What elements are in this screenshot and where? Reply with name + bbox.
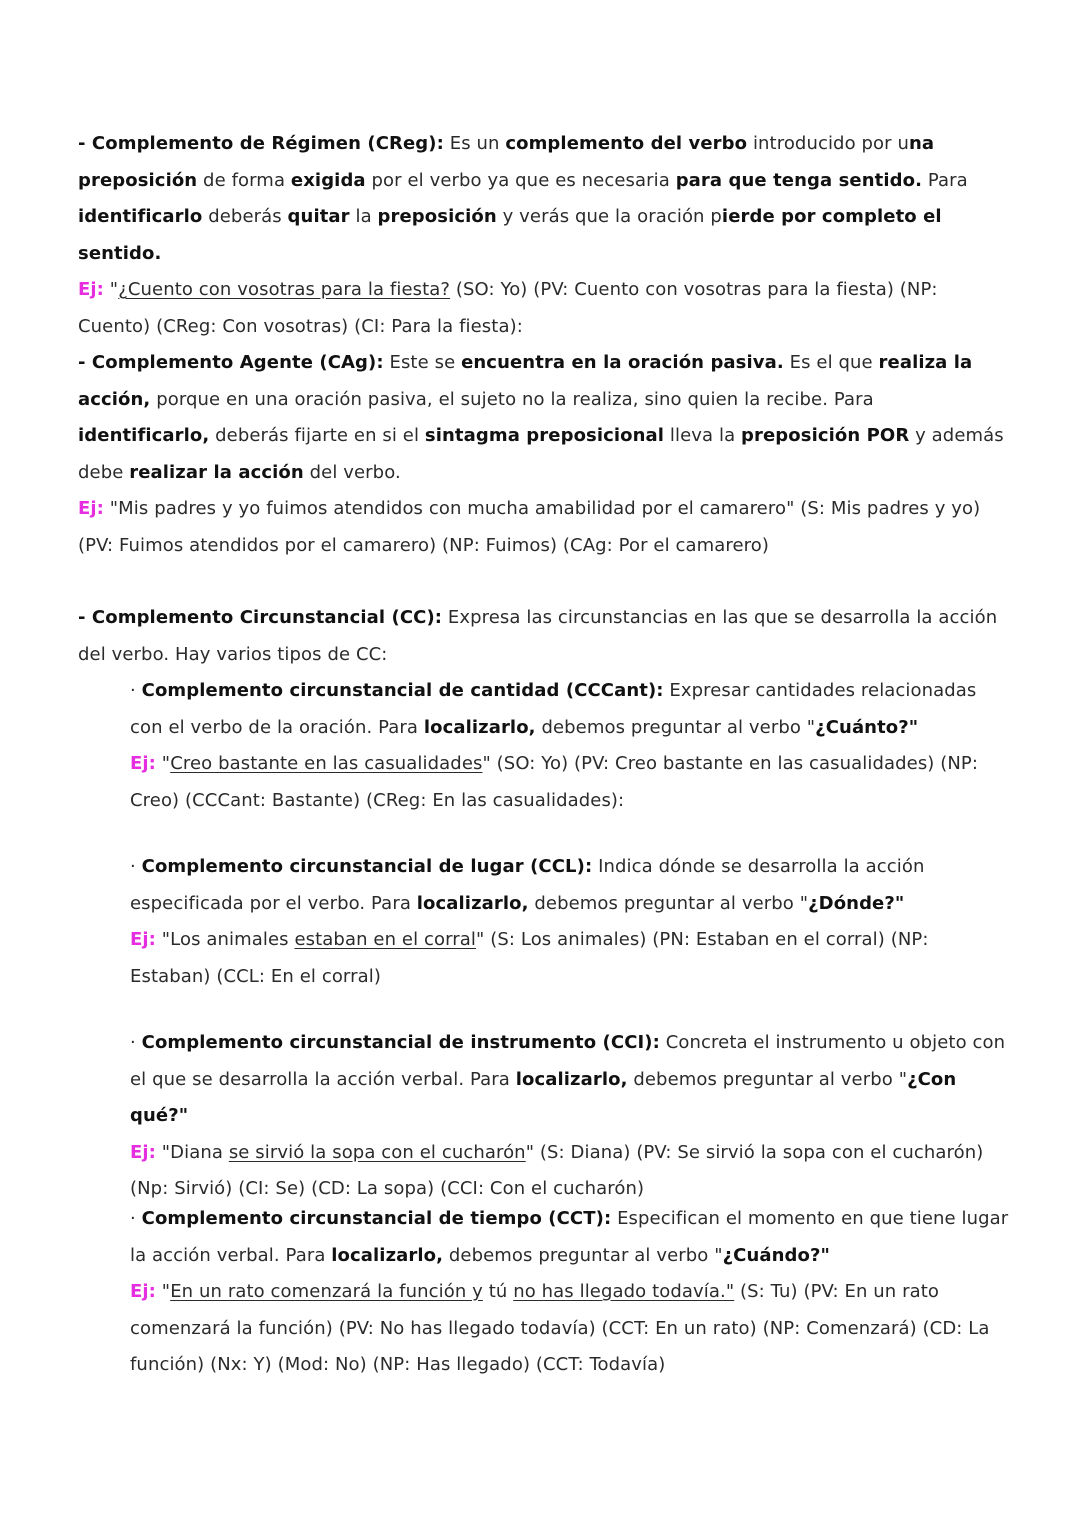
section-title: - Complemento de Régimen (CReg):	[78, 133, 444, 154]
section-title: - Complemento Circunstancial (CC):	[78, 607, 443, 628]
example-label: Ej:	[130, 1141, 156, 1163]
subsection-cci: · Complemento circunstancial de instrumento (CCI): Concreta el instrumento u objeto con el que se desarrolla la acción verbal. Para localizarlo, debemos preguntar al verbo "¿Con qué?" Ej: "Diana se sirvió la sopa con el cucharón" (S: Diana) (PV: Se sirvió la sopa con el cucharón) (Np: Sirvió) (CI: Se) (CD: La sopa) (CCI: Con el cucharón)	[130, 1032, 1006, 1199]
example-sentence: ¿Cuento con vosotras para la fiesta?	[118, 279, 451, 300]
example-label: Ej:	[130, 753, 156, 774]
subsection-title: Complemento circunstancial de cantidad (CCCant):	[141, 680, 664, 701]
subsection-cct: · Complemento circunstancial de tiempo (CCT): Especifican el momento en que tiene lugar la acción verbal. Para localizarlo, debemos preguntar al verbo "¿Cuándo?" Ej: "En un rato comenzará la función y tú no has llegado todavía." (S: Tu) (PV: En un rato comenzará la función) (PV: No has llegado todavía) (CCT: En un rato) (NP: Comenzará) (CD: La función) (Nx: Y) (Mod: No) (NP: Has llegado) (CCT: Todavía)	[130, 1208, 1009, 1375]
example-label: Ej:	[78, 498, 104, 519]
section-complemento-agente: - Complemento Agente (CAg): Este se encuentra en la oración pasiva. Es el que realiza la acción, porque en una oración pasiva, el sujeto no la realiza, sino quien la recibe. Para identificarlo, deberás fijarte en si el sintagma preposicional lleva la preposición POR y además debe realizar la acción del verbo. Ej: "Mis padres y yo fuimos atendidos con mucha amabilidad por el camarero" (S: Mis padres y yo) (PV: Fuimos atendidos por el camarero) (NP: Fuimos) (CAg: Por el camarero)	[78, 352, 1004, 556]
example-sentence: "Mis padres y yo fuimos atendidos con mucha amabilidad por el camarero" (S: Mis padres y yo) (PV: Fuimos atendidos por el camarero) (NP: Fuimos) (CAg: Por el camarero)	[78, 498, 981, 556]
section-title: - Complemento Agente (CAg):	[78, 352, 384, 373]
subsection-title: Complemento circunstancial de lugar (CCL):	[141, 856, 593, 877]
subsection-title: Complemento circunstancial de tiempo (CCT):	[141, 1208, 612, 1229]
example-sentence: estaban en el corral	[294, 929, 477, 950]
subsection-ccl: · Complemento circunstancial de lugar (CCL): Indica dónde se desarrolla la acción especificada por el verbo. Para localizarlo, debemos preguntar al verbo "¿Dónde?" Ej: "Los animales estaban en el corral" (S: Los animales) (PN: Estaban en el corral) (NP: Estaban) (CCL: En el corral)	[130, 856, 929, 987]
example-sentence: En un rato comenzará la función y	[170, 1281, 483, 1302]
section-complemento-circunstancial: - Complemento Circunstancial (CC): Expresa las circunstancias en las que se desarrolla la acción del verbo. Hay varios tipos de CC:	[78, 607, 998, 665]
subsection-cccant: · Complemento circunstancial de cantidad (CCCant): Expresar cantidades relacionadas con el verbo de la oración. Para localizarlo, debemos preguntar al verbo "¿Cuánto?" Ej: "Creo bastante en las casualidades" (SO: Yo) (PV: Creo bastante en las casualidades) (NP: Creo) (CCCant: Bastante) (CReg: En las casualidades):	[130, 680, 979, 811]
example-label: Ej:	[78, 279, 104, 300]
subsection-title: Complemento circunstancial de instrumento (CCI):	[141, 1032, 660, 1053]
example-label: Ej:	[130, 929, 156, 950]
section-complemento-regimen: - Complemento de Régimen (CReg): Es un complemento del verbo introducido por una preposición de forma exigida por el verbo ya que es necesaria para que tenga sentido. Para identificarlo deberás quitar la preposición y verás que la oración pierde por completo el sentido. Ej: "¿Cuento con vosotras para la fiesta? (SO: Yo) (PV: Cuento con vosotras para la fiesta) (NP: Cuento) (CReg: Con vosotras) (CI: Para la fiesta):	[78, 133, 968, 337]
example-sentence-2: no has llegado todavía."	[513, 1281, 735, 1302]
example-sentence: Creo bastante en las casualidades	[170, 753, 483, 774]
example-label: Ej:	[130, 1281, 156, 1302]
example-sentence: se sirvió la sopa con el cucharón	[228, 1141, 526, 1163]
